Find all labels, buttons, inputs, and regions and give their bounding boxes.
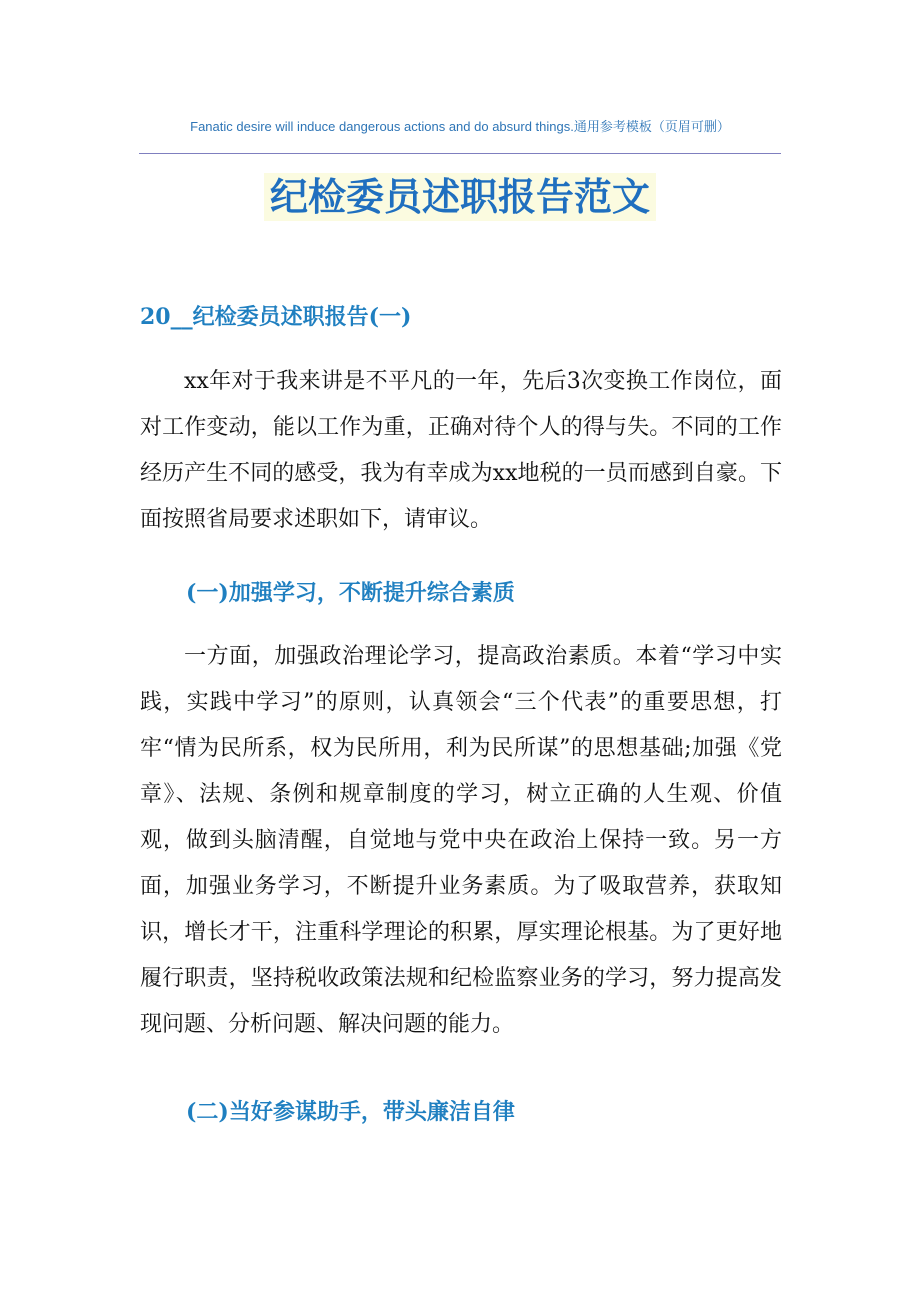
header-divider (139, 153, 781, 154)
page-header-text: Fanatic desire will induce dangerous actions and do absurd things.通用参考模板（页眉可删） (190, 119, 730, 134)
subheading-2: (二)当好参谋助手，带头廉洁自律 (186, 1099, 515, 1125)
document-title-text: 纪检委员述职报告范文 (264, 173, 656, 221)
document-title (0, 168, 920, 226)
section-title: 20__纪检委员述职报告(一) (140, 304, 412, 330)
paragraph-1: 一方面，加强政治理论学习，提高政治素质。本着“学习中实践，实践中学习”的原则，认真领会“三个代表”的重要思想，打牢“情为民所系，权为民所用，利为民所谋”的思想基础;加强《党章》、法规、条例和规章制度的学习，树立正确的人生观、价值观，做到头脑清醒，自觉地与党中央在政治上保持一致。另一方面，加强业务学习，不断提升业务素质。为了吸取营养，获取知识，增长才干，注重科学理论的积累，厚实理论根基。为了更好地履行职责，坚持税收政策法规和纪检监察业务的学习，努力提高发现问题、分析问题、解决问题的能力。 (140, 644, 782, 1037)
intro-paragraph: xx年对于我来讲是不平凡的一年，先后3次变换工作岗位，面对工作变动，能以工作为重，正确对待个人的得与失。不同的工作经历产生不同的感受，我为有幸成为xx地税的一员而感到自豪。下面按照省局要求述职如下，请审议。 (140, 369, 782, 532)
subheading-1: (一)加强学习，不断提升综合素质 (186, 580, 515, 606)
